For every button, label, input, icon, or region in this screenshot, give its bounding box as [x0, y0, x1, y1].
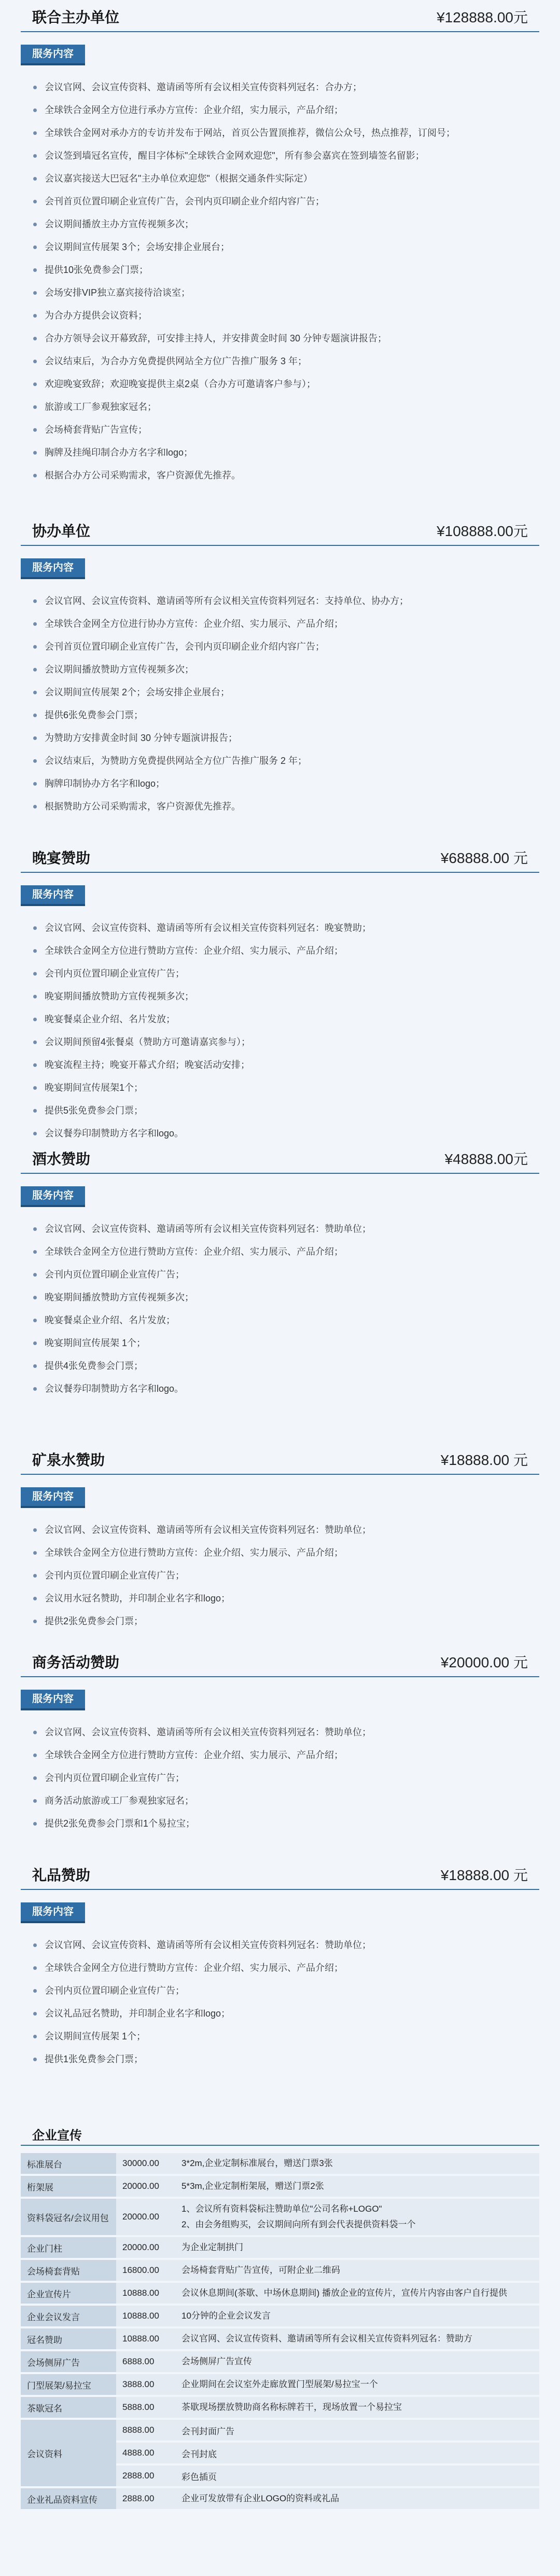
service-item — [32, 441, 539, 464]
service-item — [32, 1979, 539, 2002]
service-item-text: 提供6张免费参会门票； — [45, 710, 144, 720]
bullet-icon — [33, 86, 37, 89]
service-item — [32, 1812, 539, 1835]
service-tag: 服务内容 — [21, 558, 85, 579]
section-price: ¥128888.00元 — [437, 9, 528, 25]
bullet-icon — [33, 736, 37, 740]
bullet-icon — [33, 1597, 37, 1600]
sponsor-section — [21, 1858, 539, 2071]
corporate-table — [21, 2151, 539, 2511]
service-item-text: 会场椅套背贴广告宣传； — [45, 424, 147, 435]
item-name: 会场侧屏广告 — [21, 2351, 116, 2372]
service-item — [32, 1099, 539, 1122]
service-item-text: 全球铁合金网对承办方的专访并发布于网站，首页公告置顶推荐，微信公众号，热点推荐，订阅号； — [45, 128, 455, 138]
service-list — [21, 1934, 539, 2071]
bullet-icon — [33, 2035, 37, 2038]
bullet-icon — [33, 131, 37, 135]
section-price: ¥20000.00 元 — [440, 1654, 528, 1670]
service-item — [32, 749, 539, 772]
item-desc-line: 会场侧屏广告宣传 — [181, 2356, 252, 2366]
service-item — [32, 213, 539, 236]
bullet-icon — [33, 451, 37, 455]
section-title: 礼品赞助 — [32, 1867, 91, 1883]
service-item-text: 会议期间宣传展架 1个； — [45, 2031, 146, 2041]
service-item — [32, 1518, 539, 1541]
service-item — [32, 99, 539, 121]
section-title: 矿泉水赞助 — [32, 1452, 105, 1468]
service-item — [32, 258, 539, 281]
service-item-text: 会刊内页位置印刷企业宣传广告； — [45, 1570, 185, 1581]
bullet-icon — [33, 1296, 37, 1299]
bullet-icon — [33, 782, 37, 786]
item-desc-line: 1、会议所有资料袋标注赞助单位"公司名称+LOGO" — [181, 2204, 382, 2214]
section-header — [21, 841, 539, 873]
service-item — [32, 281, 539, 304]
bullet-icon — [33, 759, 37, 763]
bullet-icon — [33, 1776, 37, 1780]
bullet-icon — [33, 1086, 37, 1090]
service-item — [32, 1789, 539, 1812]
service-item — [32, 1541, 539, 1564]
service-item-text: 会议官网、会议宣传资料、邀请函等所有会议相关宣传资料列冠名：赞助单位； — [45, 1940, 371, 1950]
service-item-text: 会刊首页位置印刷企业宣传广告，会刊内页印刷企业介绍内容广告； — [45, 641, 325, 652]
service-item — [32, 635, 539, 658]
item-desc-line: 为企业定制拱门 — [181, 2242, 243, 2252]
service-tag: 服务内容 — [21, 1902, 85, 1923]
service-item-text: 提供10张免费参会门票； — [45, 265, 149, 275]
service-item-text: 胸牌及挂绳印制合办方名字和logo； — [45, 447, 193, 458]
table-row — [21, 2153, 539, 2174]
table-row — [21, 2351, 539, 2372]
service-item — [32, 704, 539, 727]
service-item — [32, 144, 539, 167]
bullet-icon — [33, 691, 37, 694]
section-header — [21, 1142, 539, 1174]
table-row — [21, 2237, 539, 2258]
service-list — [21, 1217, 539, 1400]
table-row — [21, 2260, 539, 2281]
service-item — [32, 727, 539, 749]
service-item-text: 会议结束后，为赞助方免费提供网站全方位广告推广服务 2 年； — [45, 756, 307, 766]
corporate-title: 企业宣传 — [21, 2125, 539, 2146]
item-price: 4888.00 — [116, 2443, 175, 2463]
item-desc: 彩色插页 — [175, 2465, 539, 2486]
service-list — [21, 76, 539, 487]
service-item-text: 会刊内页位置印刷企业宣传广告； — [45, 1773, 185, 1783]
bullet-icon — [33, 1018, 37, 1021]
service-item — [32, 1031, 539, 1053]
bullet-icon — [33, 2058, 37, 2061]
service-item-text: 晚宴期间播放赞助方宣传视频多次； — [45, 991, 194, 1002]
bullet-icon — [33, 805, 37, 809]
bullet-icon — [33, 314, 37, 318]
service-item — [32, 304, 539, 327]
bullet-icon — [33, 1109, 37, 1113]
bullet-icon — [33, 474, 37, 477]
bullet-icon — [33, 714, 37, 717]
bullet-icon — [33, 268, 37, 272]
item-price: 10888.00 — [116, 2306, 175, 2326]
service-item-text: 会议官网、会议宣传资料、邀请函等所有会议相关宣传资料列冠名：赞助单位； — [45, 1525, 371, 1535]
item-price: 10888.00 — [116, 2283, 175, 2304]
bullet-icon — [33, 1966, 37, 1970]
item-desc-line: 会场椅套背贴广告宣传，可附企业二维码 — [181, 2265, 340, 2275]
service-list — [21, 916, 539, 1145]
bullet-icon — [33, 200, 37, 203]
item-desc-line: 2、由会务组购买，会议期间向所有到会代表提供资料袋一个 — [181, 2219, 416, 2229]
bullet-icon — [33, 599, 37, 603]
bullet-icon — [33, 360, 37, 363]
service-item-text: 会议官网、会议宣传资料、邀请函等所有会议相关宣传资料列冠名：赞助单位； — [45, 1224, 371, 1234]
service-list — [21, 590, 539, 818]
service-item — [32, 962, 539, 985]
service-item — [32, 612, 539, 635]
item-desc — [175, 2176, 539, 2197]
item-desc-line: 企业可发放带有企业LOGO的资料或礼品 — [181, 2493, 340, 2503]
service-item — [32, 190, 539, 213]
bullet-icon — [33, 1063, 37, 1067]
service-tag: 服务内容 — [21, 1690, 85, 1710]
service-item-text: 会议餐券印制赞助方名字和logo。 — [45, 1383, 184, 1394]
service-item — [32, 236, 539, 258]
section-title: 联合主办单位 — [32, 9, 120, 25]
item-name: 企业会议发言 — [21, 2306, 116, 2326]
section-price: ¥48888.00元 — [444, 1151, 528, 1167]
bullet-icon — [33, 1273, 37, 1277]
bullet-icon — [33, 1943, 37, 1947]
table-row — [21, 2420, 539, 2441]
item-name: 桁架展 — [21, 2176, 116, 2197]
service-item — [32, 1008, 539, 1031]
table-row — [21, 2397, 539, 2418]
item-price: 20000.00 — [116, 2237, 175, 2258]
service-item-text: 晚宴流程主持；晚宴开幕式介绍；晚宴活动安排； — [45, 1060, 250, 1070]
item-desc — [175, 2153, 539, 2174]
service-tag: 服务内容 — [21, 45, 85, 65]
service-item-text: 晚宴餐桌企业介绍、名片发放； — [45, 1014, 175, 1024]
service-item — [32, 418, 539, 441]
service-item-text: 全球铁合金网全方位进行赞助方宣传：企业介绍、实力展示、产品介绍； — [45, 1547, 343, 1558]
service-item — [32, 681, 539, 704]
item-desc — [175, 2306, 539, 2326]
service-item-text: 会议嘉宾接送大巴冠名"主办单位欢迎您"（根据交通条件实际定） — [45, 173, 313, 184]
section-title: 酒水赞助 — [32, 1151, 91, 1167]
section-title: 商务活动赞助 — [32, 1654, 120, 1670]
bullet-icon — [33, 668, 37, 672]
table-row — [21, 2374, 539, 2395]
service-item — [32, 327, 539, 350]
service-item-text: 会刊内页位置印刷企业宣传广告； — [45, 1985, 185, 1996]
section-title: 晚宴赞助 — [32, 850, 91, 866]
item-price: 20000.00 — [116, 2199, 175, 2235]
service-item-text: 会议官网、会议宣传资料、邀请函等所有会议相关宣传资料列冠名：赞助单位； — [45, 1727, 371, 1737]
service-item — [32, 464, 539, 487]
bullet-icon — [33, 622, 37, 626]
service-item-text: 全球铁合金网全方位进行赞助方宣传：企业介绍、实力展示、产品介绍； — [45, 1963, 343, 1973]
item-desc — [175, 2328, 539, 2349]
bullet-icon — [33, 223, 37, 226]
bullet-icon — [33, 291, 37, 295]
section-title: 协办单位 — [32, 523, 91, 539]
service-item-text: 根据赞助方公司采购需求，客户资源优先推荐。 — [45, 801, 241, 812]
service-item — [32, 1240, 539, 1263]
item-desc-line: 10分钟的企业会议发言 — [181, 2311, 271, 2321]
service-item-text: 会议结束后，为合办方免费提供网站全方位广告推广服务 3 年； — [45, 356, 307, 366]
bullet-icon — [33, 926, 37, 930]
service-item-text: 会议礼品冠名赞助，并印制企业名字和logo； — [45, 2008, 231, 2019]
service-item-text: 会议期间播放赞助方宣传视频多次； — [45, 664, 194, 675]
item-desc — [175, 2237, 539, 2258]
bullet-icon — [33, 995, 37, 998]
service-item-text: 晚宴餐桌企业介绍、名片发放； — [45, 1315, 175, 1325]
service-item — [32, 658, 539, 681]
service-item-text: 会刊内页位置印刷企业宣传广告； — [45, 1269, 185, 1280]
service-list — [21, 1721, 539, 1835]
sponsor-section — [21, 0, 539, 487]
item-price: 8888.00 — [116, 2420, 175, 2441]
sponsor-section — [21, 514, 539, 818]
service-item — [32, 1766, 539, 1789]
service-item-text: 全球铁合金网全方位进行承办方宣传：企业介绍，实力展示，产品介绍； — [45, 105, 343, 115]
bullet-icon — [33, 2012, 37, 2016]
service-item — [32, 916, 539, 939]
bullet-icon — [33, 1799, 37, 1803]
table-row — [21, 2199, 539, 2235]
service-item-text: 提供5张免费参会门票； — [45, 1105, 144, 1116]
corporate-section — [21, 2125, 539, 2511]
item-price: 3888.00 — [116, 2374, 175, 2395]
service-item-text: 全球铁合金网全方位进行赞助方宣传：企业介绍、实力展示、产品介绍； — [45, 1246, 343, 1257]
bullet-icon — [33, 1364, 37, 1368]
bullet-icon — [33, 337, 37, 340]
table-row — [21, 2306, 539, 2326]
item-price: 16800.00 — [116, 2260, 175, 2281]
service-item — [32, 350, 539, 373]
service-item — [32, 1263, 539, 1286]
service-item-text: 会议用水冠名赞助，并印制企业名字和logo； — [45, 1593, 231, 1604]
bullet-icon — [33, 972, 37, 976]
section-header — [21, 514, 539, 546]
table-row — [21, 2176, 539, 2197]
service-item-text: 为合办方提供会议资料； — [45, 310, 147, 321]
item-price: 5888.00 — [116, 2397, 175, 2418]
table-row — [21, 2488, 539, 2509]
service-item — [32, 1332, 539, 1354]
service-item-text: 晚宴期间宣传展架1个； — [45, 1083, 144, 1093]
item-price: 30000.00 — [116, 2153, 175, 2174]
bullet-icon — [33, 1319, 37, 1322]
bullet-icon — [33, 1132, 37, 1135]
item-desc-line: 3*2m,企业定制标准展台，赠送门票3张 — [181, 2158, 333, 2168]
service-item — [32, 1610, 539, 1633]
bullet-icon — [33, 1822, 37, 1826]
item-name: 冠名赞助 — [21, 2328, 116, 2349]
item-desc — [175, 2283, 539, 2304]
bullet-icon — [33, 1387, 37, 1391]
service-item-text: 会议期间预留4张餐桌（赞助方可邀请嘉宾参与）； — [45, 1037, 251, 1047]
service-item-text: 会议期间播放主办方宣传视频多次； — [45, 219, 194, 229]
service-item — [32, 2025, 539, 2048]
service-item-text: 为赞助方安排黄金时间 30 分钟专题演讲报告； — [45, 733, 238, 743]
service-item-text: 旅游或工厂参观独家冠名； — [45, 402, 157, 412]
service-item — [32, 795, 539, 818]
bullet-icon — [33, 382, 37, 386]
bullet-icon — [33, 245, 37, 249]
section-header — [21, 1443, 539, 1475]
service-item — [32, 985, 539, 1008]
service-item — [32, 1956, 539, 1979]
item-name: 企业宣传片 — [21, 2283, 116, 2304]
bullet-icon — [33, 1040, 37, 1044]
section-price: ¥18888.00 元 — [440, 1867, 528, 1883]
service-item-text: 晚宴期间播放赞助方宣传视频多次； — [45, 1292, 194, 1303]
section-header — [21, 1858, 539, 1890]
bullet-icon — [33, 1341, 37, 1345]
item-name: 会议资料 — [21, 2420, 116, 2486]
service-item — [32, 395, 539, 418]
item-desc — [175, 2397, 539, 2418]
item-price: 10888.00 — [116, 2328, 175, 2349]
bullet-icon — [33, 154, 37, 158]
service-item-text: 会场安排VIP独立嘉宾接待洽谈室； — [45, 287, 191, 298]
item-desc-line: 茶歇现场摆放赞助商名称标牌若干，现场放置一个易拉宝 — [181, 2402, 402, 2412]
service-item — [32, 167, 539, 190]
section-price: ¥108888.00元 — [437, 523, 528, 539]
service-item — [32, 1744, 539, 1766]
service-item — [32, 772, 539, 795]
service-item — [32, 373, 539, 395]
table-row — [21, 2328, 539, 2349]
service-item — [32, 1217, 539, 1240]
service-item-text: 会议官网、会议宣传资料、邀请函等所有会议相关宣传资料列冠名：晚宴赞助； — [45, 923, 371, 933]
service-item — [32, 1076, 539, 1099]
service-item — [32, 76, 539, 99]
service-item-text: 提供2张免费参会门票； — [45, 1616, 144, 1626]
service-item — [32, 1587, 539, 1610]
service-item-text: 提供1张免费参会门票； — [45, 2054, 144, 2064]
service-item — [32, 939, 539, 962]
item-desc: 会刊封面广告 — [175, 2420, 539, 2441]
item-price: 2888.00 — [116, 2465, 175, 2486]
bullet-icon — [33, 1574, 37, 1578]
service-item-text: 提供2张免费参会门票和1个易拉宝； — [45, 1818, 195, 1829]
service-item-text: 会议期间宣传展架 2个；会场安排企业展台； — [45, 687, 230, 697]
service-item-text: 会议餐券印制赞助方名字和logo。 — [45, 1128, 184, 1139]
item-desc — [175, 2488, 539, 2509]
item-name: 会场椅套背贴 — [21, 2260, 116, 2281]
item-price: 20000.00 — [116, 2176, 175, 2197]
table-row — [21, 2283, 539, 2304]
service-item — [32, 1934, 539, 1956]
service-item — [32, 1286, 539, 1309]
service-item — [32, 1354, 539, 1377]
bullet-icon — [33, 1528, 37, 1532]
item-desc-line: 会议官网、会议宣传资料、邀请函等所有会议相关宣传资料列冠名：赞助方 — [181, 2334, 472, 2344]
item-name: 企业礼品资料宣传 — [21, 2488, 116, 2509]
bullet-icon — [33, 1551, 37, 1555]
bullet-icon — [33, 1731, 37, 1734]
service-item-text: 提供4张免费参会门票； — [45, 1361, 144, 1371]
service-item — [32, 1564, 539, 1587]
item-price: 6888.00 — [116, 2351, 175, 2372]
item-desc-line: 会议休息期间(茶歇、中场休息期间) 播放企业的宣传片，宣传片内容由客户自行提供 — [181, 2288, 508, 2298]
bullet-icon — [33, 108, 37, 112]
item-price: 2888.00 — [116, 2488, 175, 2509]
service-item-text: 会刊内页位置印刷企业宣传广告； — [45, 968, 185, 979]
item-desc — [175, 2260, 539, 2281]
service-list — [21, 1518, 539, 1633]
item-desc-line: 5*3m,企业定制桁架展，赠送门票2张 — [181, 2181, 324, 2191]
service-item — [32, 1309, 539, 1332]
service-tag: 服务内容 — [21, 1186, 85, 1207]
section-price: ¥68888.00 元 — [440, 850, 528, 866]
sponsor-section — [21, 1443, 539, 1633]
service-tag: 服务内容 — [21, 885, 85, 906]
service-item-text: 会议期间宣传展架 3个；会场安排企业展台； — [45, 242, 230, 252]
bullet-icon — [33, 1620, 37, 1623]
item-desc: 会刊封底 — [175, 2443, 539, 2463]
item-name: 资料袋冠名/会议用包 — [21, 2199, 116, 2235]
service-item — [32, 2002, 539, 2025]
section-header — [21, 1645, 539, 1677]
service-item-text: 胸牌印制协办方名字和logo； — [45, 778, 165, 789]
sponsor-section — [21, 841, 539, 1145]
service-item-text: 全球铁合金网全方位进行协办方宣传：企业介绍、实力展示、产品介绍； — [45, 619, 343, 629]
service-item — [32, 1721, 539, 1744]
bullet-icon — [33, 1753, 37, 1757]
bullet-icon — [33, 428, 37, 432]
item-name: 茶歇冠名 — [21, 2397, 116, 2418]
bullet-icon — [33, 177, 37, 181]
service-item — [32, 121, 539, 144]
bullet-icon — [33, 405, 37, 409]
item-name: 门型展架/易拉宝 — [21, 2374, 116, 2395]
service-item-text: 会议官网、会议宣传资料、邀请函等所有会议相关宣传资料列冠名：支持单位、协办方； — [45, 596, 409, 606]
bullet-icon — [33, 949, 37, 953]
item-desc — [175, 2351, 539, 2372]
item-name: 企业门柱 — [21, 2237, 116, 2258]
bullet-icon — [33, 1989, 37, 1993]
bullet-icon — [33, 645, 37, 649]
sponsor-section — [21, 1142, 539, 1400]
service-item-text: 晚宴期间宣传展架 1个； — [45, 1338, 146, 1348]
item-desc — [175, 2199, 539, 2235]
service-item-text: 全球铁合金网全方位进行赞助方宣传：企业介绍、实力展示、产品介绍； — [45, 946, 343, 956]
section-header — [21, 0, 539, 32]
service-item-text: 根据合办方公司采购需求，客户资源优先推荐。 — [45, 470, 241, 481]
service-tag: 服务内容 — [21, 1487, 85, 1508]
section-price: ¥18888.00 元 — [440, 1452, 528, 1468]
bullet-icon — [33, 1227, 37, 1231]
service-item — [32, 2048, 539, 2071]
service-item-text: 商务活动旅游或工厂参观独家冠名； — [45, 1796, 194, 1806]
service-item — [32, 590, 539, 612]
sponsor-section — [21, 1645, 539, 1835]
service-item-text: 会议官网、会议宣传资料、邀请函等所有会议相关宣传资料列冠名：合办方； — [45, 82, 362, 92]
service-item-text: 合办方领导会议开幕致辞，可安排主持人，并安排黄金时间 30 分钟专题演讲报告； — [45, 333, 387, 344]
item-desc — [175, 2374, 539, 2395]
item-name: 标准展台 — [21, 2153, 116, 2174]
service-item-text: 全球铁合金网全方位进行赞助方宣传：企业介绍、实力展示、产品介绍； — [45, 1750, 343, 1760]
item-desc-line: 企业期间在会议室外走廊放置门型展架/易拉宝一个 — [181, 2379, 378, 2389]
service-item — [32, 1053, 539, 1076]
service-item-text: 会议签到墙冠名宣传，醒目字体标"全球铁合金网欢迎您"，所有参会嘉宾在签到墙签名留影； — [45, 150, 425, 161]
service-item-text: 会刊首页位置印刷企业宣传广告，会刊内页印刷企业介绍内容广告； — [45, 196, 325, 207]
bullet-icon — [33, 1250, 37, 1254]
service-item — [32, 1377, 539, 1400]
service-item-text: 欢迎晚宴致辞；欢迎晚宴提供主桌2桌（合办方可邀请客户参与）； — [45, 379, 316, 389]
